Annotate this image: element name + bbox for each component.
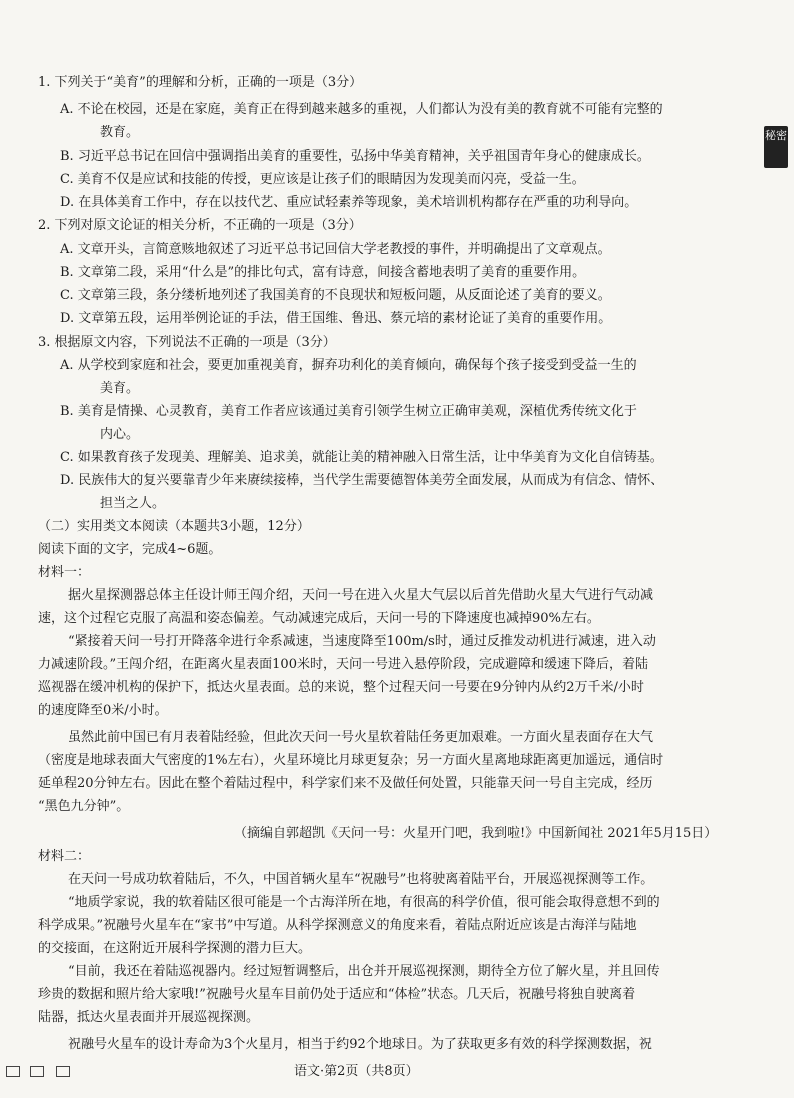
- question-3: 3. 根据原文内容，下列说法不正确的一项是（3分）: [38, 335, 336, 350]
- q3-option-b: B. 美育是情操、心灵教育，美育工作者应该通过美育引领学生树立正确审美观，深植优秀传统文化于: [60, 404, 637, 419]
- bleed-box-icon: [30, 1066, 44, 1077]
- q3-option-a: A. 从学校到家庭和社会，要更加重视美育，摒弃功利化的美育倾向，确保每个孩子接受到受益一生的: [60, 358, 637, 373]
- m1-paragraph-2: “紧接着天问一号打开降落伞进行伞系减速，当速度降至100m/s时，通过反推发动机进行减速，进入动: [68, 634, 656, 649]
- bleed-box-icon: [56, 1066, 70, 1077]
- q3-option-d: D. 民族伟大的复兴要靠青少年来赓续接棒，当代学生需要德智体美劳全面发展，从而成为有信念、情怀、: [60, 473, 664, 488]
- question-1: 1. 下列关于“美育”的理解和分析，正确的一项是（3分）: [38, 75, 363, 90]
- q2-option-d: D. 文章第五段，运用举例论证的手法，借王国维、鲁迅、蔡元培的素材论证了美育的重要作用。: [60, 311, 612, 326]
- m1-source: （摘编自郭超凯《天问一号：火星开门吧，我到啦!》中国新闻社 2021年5月15日）: [234, 826, 718, 841]
- q1-option-b: B. 习近平总书记在回信中强调指出美育的重要性，弘扬中华美育精神，关乎祖国青年身心的健康成长。: [60, 149, 650, 164]
- q3-option-d-cont: 担当之人。: [100, 496, 166, 511]
- m2-paragraph-3-cont: 珍贵的数据和照片给大家哦!”祝融号火星车目前仍处于适应和“体检”状态。几天后，祝融号将独自驶离着: [38, 987, 636, 1002]
- page-number: 语文·第2页（共8页）: [294, 1064, 419, 1079]
- q3-option-a-cont: 美育。: [100, 381, 140, 396]
- q1-option-a: A. 不论在校园，还是在家庭，美育正在得到越来越多的重视，人们都认为没有美的教育就不可能有完整的: [60, 102, 663, 117]
- m2-paragraph-2: “地质学家说，我的软着陆区很可能是一个古海洋所在地，有很高的科学价值，很可能会取得意想不到的: [68, 895, 660, 910]
- q1-option-d: D. 在具体美育工作中，存在以技代艺、重应试轻素养等现象，美术培训机构都存在严重的功利导向。: [60, 195, 638, 210]
- page-footer: [0, 1060, 794, 1080]
- q1-option-a-cont: 教育。: [100, 125, 140, 140]
- bleed-box-icon: [6, 1066, 20, 1077]
- section-heading: （二）实用类文本阅读（本题共3小题，12分）: [38, 519, 310, 534]
- m1-paragraph-2-cont3: 的速度降至0米/小时。: [38, 703, 168, 718]
- m1-paragraph-3-cont2: 延单程20分钟左右。因此在整个着陆过程中，科学家们来不及做任何处置，只能靠天问一号自主完成，经历: [38, 776, 653, 791]
- m2-paragraph-2-cont: 科学成果。”祝融号火星车在“家书”中写道。从科学探测意义的角度来看，着陆点附近应该是古海洋与陆地: [38, 918, 637, 933]
- m2-paragraph-3: “目前，我还在着陆巡视器内。经过短暂调整后，出仓并开展巡视探测，期待全方位了解火星，并且回传: [68, 964, 660, 979]
- confidential-stamp: 秘密: [764, 126, 788, 168]
- m1-paragraph-3-cont: （密度是地球表面大气密度的1%左右），火星环境比月球更复杂；另一方面火星离地球距离更加遥远，通信时: [38, 753, 664, 768]
- reading-instruction: 阅读下面的文字，完成4~6题。: [38, 542, 222, 557]
- q3-option-c: C. 如果教育孩子发现美、理解美、追求美，就能让美的精神融入日常生活，让中华美育为文化自信铸基。: [60, 450, 663, 465]
- material-2-label: 材料二：: [38, 849, 91, 864]
- m1-paragraph-2-cont2: 巡视器在缓冲机构的保护下，抵达火星表面。总的来说，整个过程天问一号要在9分钟内从约2万千米/小时: [38, 680, 644, 695]
- question-2: 2. 下列对原文论证的相关分析，不正确的一项是（3分）: [38, 218, 362, 233]
- m1-paragraph-3-cont3: “黑色九分钟”。: [38, 799, 130, 814]
- m1-paragraph-2-cont: 力减速阶段。”王闯介绍，在距离火星表面100米时，天问一号进入悬停阶段，完成避障和缓速下降后，着陆: [38, 657, 648, 672]
- q2-option-a: A. 文章开头，言简意赅地叙述了习近平总书记回信大学老教授的事件，并明确提出了文章观点。: [60, 242, 611, 257]
- m2-paragraph-4: 祝融号火星车的设计寿命为3个火星月，相当于约92个地球日。为了获取更多有效的科学探测数据，祝: [68, 1037, 652, 1052]
- m2-paragraph-2-cont2: 的交接面，在这附近开展科学探测的潜力巨大。: [38, 941, 312, 956]
- m1-paragraph-1-cont: 速，这个过程它克服了高温和姿态偏差。气动减速完成后，天问一号的下降速度也减掉90%左右。: [38, 611, 600, 626]
- m2-paragraph-3-cont2: 陆器，抵达火星表面并开展巡视探测。: [38, 1010, 260, 1025]
- q2-option-c: C. 文章第三段，条分缕析地列述了我国美育的不良现状和短板问题，从反面论述了美育的要义。: [60, 288, 611, 303]
- q3-option-b-cont: 内心。: [100, 427, 140, 442]
- m1-paragraph-3: 虽然此前中国已有月表着陆经验，但此次天问一号火星软着陆任务更加艰难。一方面火星表面存在大气: [68, 730, 654, 745]
- q2-option-b: B. 文章第二段，采用“什么是”的排比句式，富有诗意，间接含蓄地表明了美育的重要作用。: [60, 265, 586, 280]
- m2-paragraph-1: 在天问一号成功软着陆后，不久，中国首辆火星车“祝融号”也将驶离着陆平台，开展巡视探测等工作。: [68, 872, 654, 887]
- q1-option-c: C. 美育不仅是应试和技能的传授，更应该是让孩子们的眼睛因为发现美而闪亮，受益一生。: [60, 172, 585, 187]
- m1-paragraph-1: 据火星探测器总体主任设计师王闯介绍，天问一号在进入火星大气层以后首先借助火星大气进行气动减: [68, 588, 654, 603]
- material-1-label: 材料一：: [38, 565, 91, 580]
